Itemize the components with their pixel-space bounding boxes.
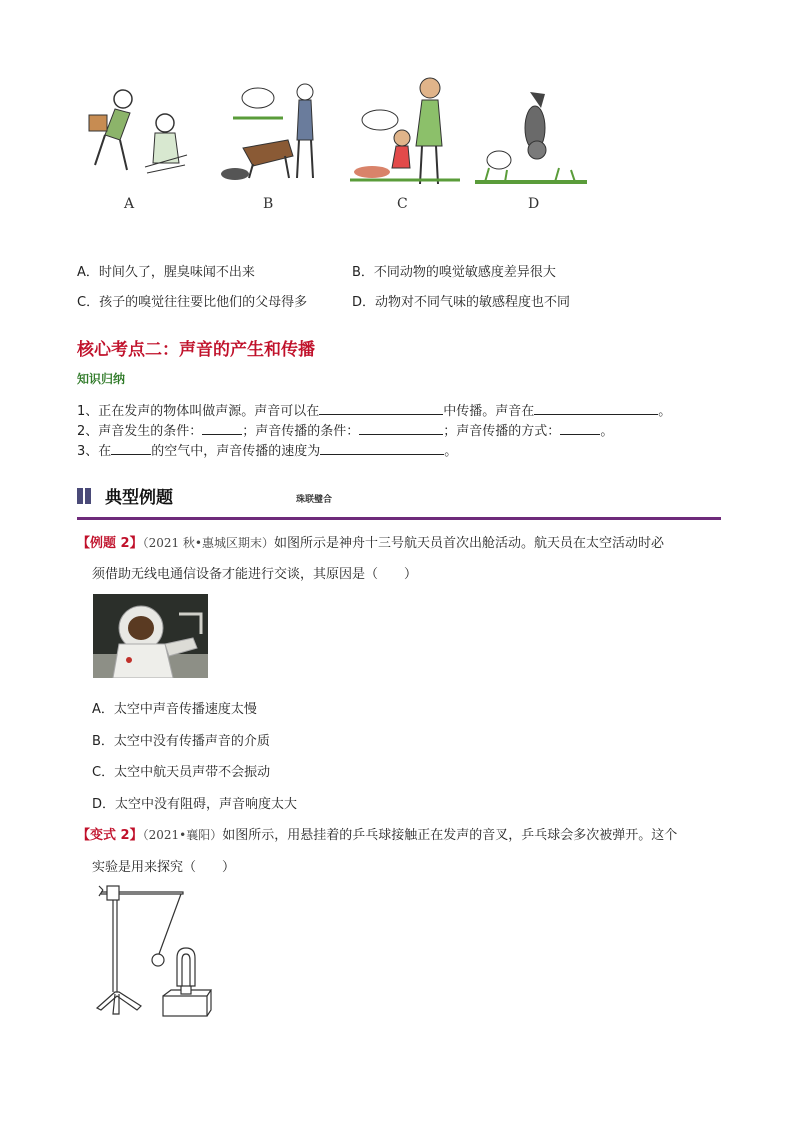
q1-option-d: D．动物对不同气味的敏感程度也不同 xyxy=(352,295,571,310)
knowledge-text: ；声音传播的条件： xyxy=(242,424,360,439)
figure-label-c: C xyxy=(397,196,408,212)
q1-option-c: C．孩子的嗅觉往往要比他们的父母得多 xyxy=(77,295,308,310)
q2-option-a: A．太空中声音传播速度太慢 xyxy=(92,702,257,717)
astronaut-photo xyxy=(93,594,208,678)
q1-option-a: A．时间久了，腥臭味闻不出来 xyxy=(77,265,255,280)
fill-blank xyxy=(320,442,444,455)
knowledge-text: 2、声音发生的条件： xyxy=(77,424,203,439)
figure-d-cat-and-chicken xyxy=(475,88,587,188)
figure-a-person-holding-nose xyxy=(75,85,195,185)
knowledge-line-3 xyxy=(77,440,457,459)
tuning-fork-apparatus xyxy=(93,882,213,1020)
q1-option-b: B．不同动物的嗅觉敏感度差异很大 xyxy=(352,265,556,280)
knowledge-text: 。 xyxy=(444,444,458,459)
q3-tag: 【变式 2】 xyxy=(77,828,143,843)
figure-label-a: A xyxy=(124,196,135,212)
fill-blank xyxy=(202,422,242,435)
figure-c-mother-and-child xyxy=(350,76,460,188)
figure-label-d: D xyxy=(528,196,540,212)
section-title: 核心考点二：声音的产生和传播 xyxy=(77,340,315,360)
knowledge-text: 中传播。声音在 xyxy=(443,404,535,419)
figure-label-b: B xyxy=(263,196,274,212)
q2-stem: 如图所示是神舟十三号航天员首次出舱活动。航天员在太空活动时必 xyxy=(274,536,665,551)
knowledge-line-1 xyxy=(77,400,671,419)
knowledge-subhead: 知识归纳 xyxy=(77,372,126,386)
q3-source: （2021•襄阳） xyxy=(142,828,223,842)
section-divider xyxy=(77,517,721,520)
fill-blank xyxy=(359,422,443,435)
fill-blank xyxy=(319,402,443,415)
q2-option-c: C．太空中航天员声带不会振动 xyxy=(92,765,271,780)
book-icon xyxy=(77,488,91,504)
q3-stem: 如图所示，用悬挂着的乒乓球接触正在发声的音叉，乒乓球会多次被弹开。这个 xyxy=(222,828,678,843)
knowledge-text: 1、正在发声的物体叫做声源。声音可以在 xyxy=(77,404,320,419)
q2-tag: 【例题 2】 xyxy=(77,536,143,551)
q2-line-1 xyxy=(77,532,664,551)
knowledge-text: ；声音传播的方式： xyxy=(443,424,561,439)
fill-blank xyxy=(111,442,151,455)
q2-option-b: B．太空中没有传播声音的介质 xyxy=(92,734,270,749)
knowledge-text: 3、在 xyxy=(77,444,112,459)
examples-subtitle: 珠联璧合 xyxy=(296,495,333,505)
q2-option-d: D．太空中没有阻碍，声音响度太大 xyxy=(92,797,298,812)
fill-blank xyxy=(534,402,658,415)
q3-line-1 xyxy=(77,824,677,843)
knowledge-line-2 xyxy=(77,420,613,439)
figure-b-dog-sniffing xyxy=(213,78,331,186)
fill-blank xyxy=(560,422,600,435)
q2-line-2: 须借助无线电通信设备才能进行交谈，其原因是（ ） xyxy=(92,567,418,582)
knowledge-text: 。 xyxy=(600,424,614,439)
knowledge-text: 的空气中，声音传播的速度为 xyxy=(151,444,321,459)
q3-line-2: 实验是用来探究（ ） xyxy=(92,860,236,875)
examples-title: 典型例题 xyxy=(105,488,173,508)
examples-header xyxy=(77,483,173,508)
knowledge-text: 。 xyxy=(658,404,672,419)
q2-source: （2021 秋•惠城区期末） xyxy=(142,536,275,550)
